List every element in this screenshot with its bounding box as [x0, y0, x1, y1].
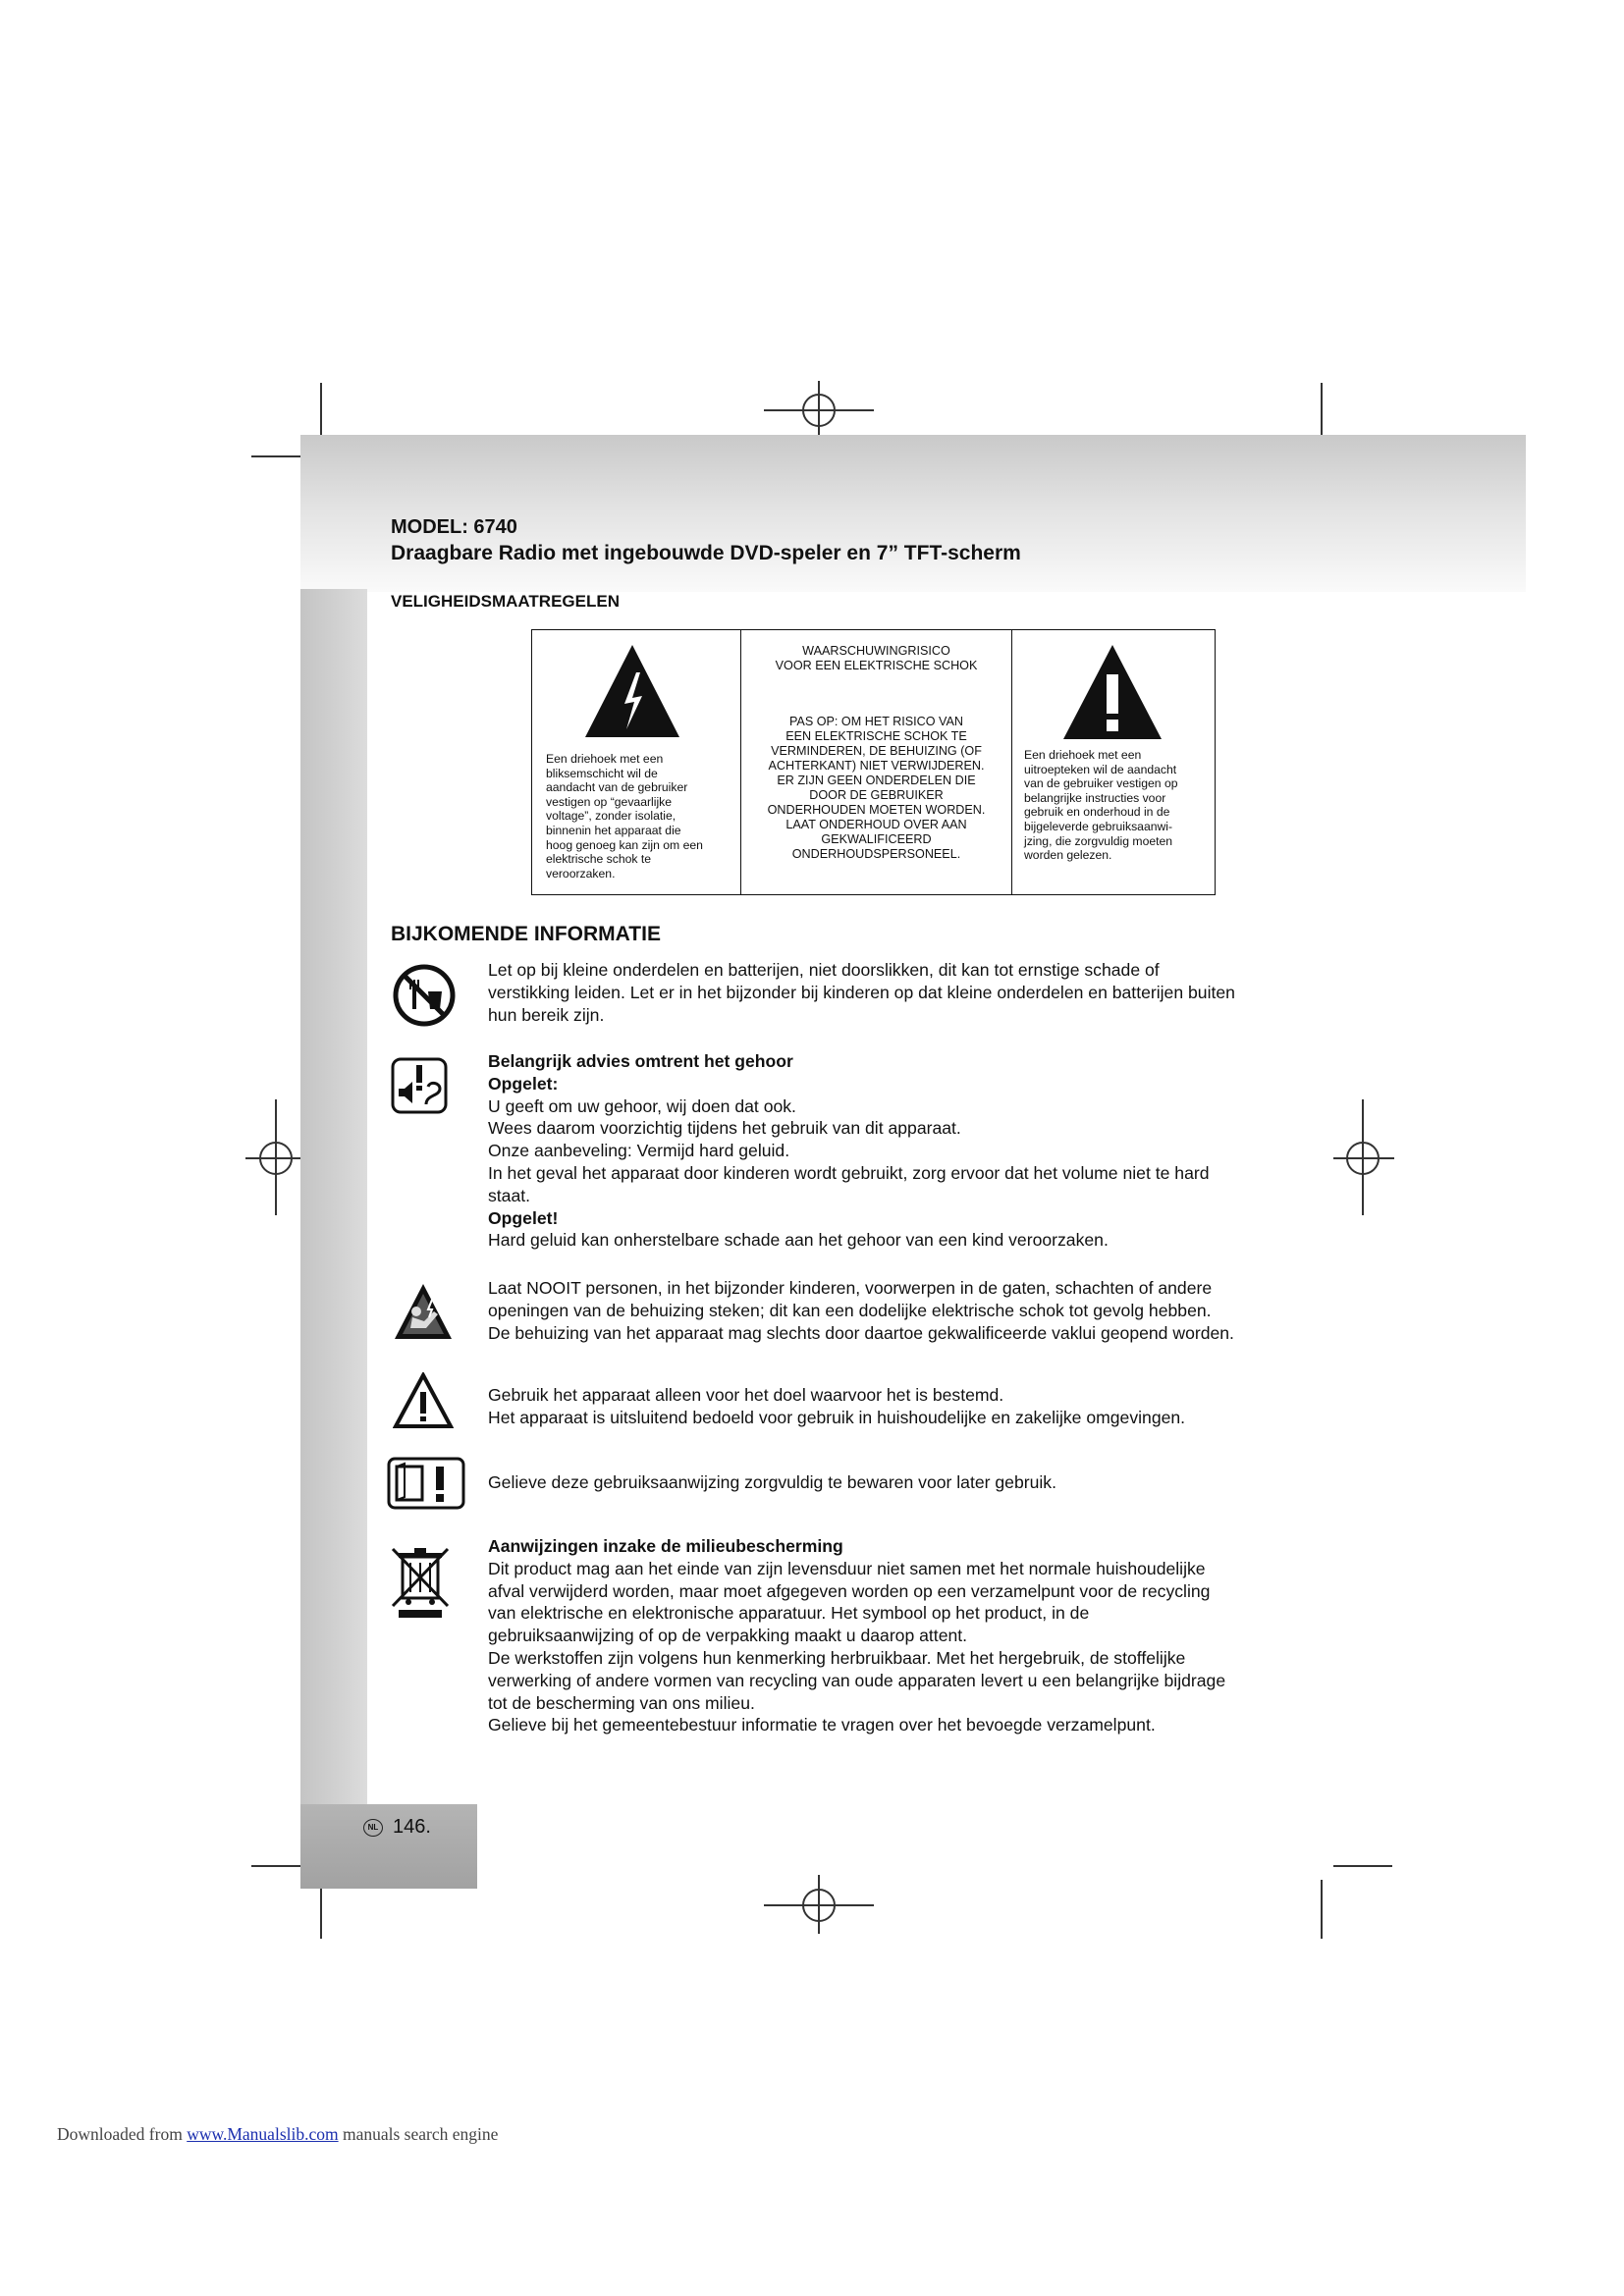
page-number: 146. — [393, 1816, 431, 1838]
safety-right-column — [1012, 630, 1214, 894]
page-number-box — [300, 1804, 477, 1889]
product-subtitle: Draagbare Radio met ingebouwde DVD-speler en 7” TFT-scherm — [391, 542, 1021, 564]
small-parts-text: Let op bij kleine onderdelen en batterijen, niet doorslikken, dit kan tot ernstige schade of verstikking leiden. Let er in het bijzonder bij kinderen op dat kleine onderdelen en batterijen buiten hun bereik zijn. — [488, 960, 1235, 1025]
environment-title: Aanwijzingen inzake de milieubescherming — [488, 1536, 843, 1556]
crop-mark — [251, 455, 306, 457]
hearing-caution-2: Opgelet! — [488, 1207, 559, 1228]
hearing-caution-1: Opgelet: — [488, 1073, 559, 1094]
footer-suffix: manuals search engine — [342, 2124, 499, 2144]
crop-mark — [320, 383, 322, 442]
registration-mark — [1362, 1099, 1364, 1215]
manualslib-link[interactable]: www.Manualslib.com — [187, 2124, 339, 2144]
no-eat-icon — [393, 964, 456, 1027]
model-title: MODEL: 6740 — [391, 516, 517, 538]
footer-prefix: Downloaded from — [57, 2124, 183, 2144]
registration-mark — [275, 1099, 277, 1215]
warning-triangle-icon — [393, 1372, 454, 1429]
usage-text: Gebruik het apparaat alleen voor het doel waarvoor het is bestemd. Het apparaat is uitsluitend bedoeld voor gebruik in huishoudelijke en zakelijke omgevingen. — [488, 1385, 1186, 1427]
download-footer — [57, 2124, 498, 2145]
exclamation-triangle-icon — [1061, 643, 1164, 741]
registration-mark — [1333, 1157, 1394, 1159]
shock-risk-body: PAS OP: OM HET RISICO VAN EEN ELEKTRISCHE SCHOK TE VERMINDEREN, DE BEHUIZING (OF ACHTERKANT) NIET VERWIJDEREN. ER ZIJN GEEN ONDERDELEN DIE DOOR DE GEBRUIKER ONDERHOUDEN MOETEN WORDEN. LAAT ONDERHOUD OVER AAN GEKWALIFICEERD ONDERHOUDSPERSONEEL. — [767, 715, 986, 861]
hearing-warning-icon — [391, 1057, 448, 1114]
lightning-description: Een driehoek met een bliksemschicht wil de aandacht van de gebruiker vestigen op “gevaarlijke voltage”, zonder isolatie, binnenin het apparaat die hoog genoeg kan zijn om een elektrische schok te veroorzaken. — [546, 752, 703, 881]
safety-warning-box — [531, 629, 1216, 895]
weee-bin-icon — [389, 1545, 452, 1620]
manual-text: Gelieve deze gebruiksaanwijzing zorgvuldig te bewaren voor later gebruik. — [488, 1472, 1056, 1492]
lightning-triangle-icon — [583, 643, 681, 739]
registration-mark — [818, 381, 820, 440]
additional-info-heading: BIJKOMENDE INFORMATIE — [391, 923, 661, 945]
hearing-title: Belangrijk advies omtrent het gehoor — [488, 1051, 793, 1071]
openings-text: Laat NOOIT personen, in het bijzonder kinderen, voorwerpen in de gaten, schachten of andere openingen van de behuizing steken; dit kan een dodelijke elektrische schok tot gevolg hebben. De behuizing van het apparaat mag slechts door daartoe gekwalificeerde vaklui geopend worden. — [488, 1278, 1234, 1343]
crop-mark — [1321, 383, 1323, 442]
crop-mark — [1321, 1880, 1323, 1939]
electric-shock-child-icon — [393, 1282, 454, 1341]
shock-risk-heading: WAARSCHUWINGRISICO VOOR EEN ELEKTRISCHE SCHOK — [775, 644, 978, 672]
manual-important-icon — [387, 1457, 465, 1510]
safety-left-column — [532, 630, 741, 894]
language-badge: NL — [363, 1819, 383, 1837]
hearing-text: Belangrijk advies omtrent het gehoor Opgelet: U geeft om uw gehoor, wij doen dat ook. Wees daarom voorzichtig tijdens het gebruik van dit apparaat. Onze aanbeveling: Vermijd hard geluid. In het geval het apparaat door kinderen wordt gebruikt, zorg ervoor dat het volume niet te hard staat. Opgelet! Hard geluid kan onherstelbare schade aan het gehoor van een kind veroorzaken. — [488, 1050, 1332, 1252]
side-band — [300, 589, 367, 1804]
safety-heading: VELIGHEIDSMAATREGELEN — [391, 592, 620, 611]
crop-mark — [251, 1865, 306, 1867]
exclamation-description: Een driehoek met een uitroepteken wil de aandacht van de gebruiker vestigen op belangrijke instructies voor gebruik en onderhoud in de bijgeleverde gebruiksaanwi- jzing, die zorgvuldig moeten worden gelezen. — [1024, 748, 1178, 863]
crop-mark — [320, 1880, 322, 1939]
environment-text: Aanwijzingen inzake de milieubescherming Dit product mag aan het einde van zijn levensduur niet samen met het normale huishoudelijke afval verwijderd worden, maar moet afgegeven worden op een verzamelpunt voor de recycling van elektrische en elektronische apparatuur. Het symbool op het product, in de gebruiksaanwijzing of op de verpakking maakt u daarop attent. De werkstoffen zijn volgens hun kenmerking herbruikbaar. Met het hergebruik, de stoffelijke verwerking of andere vormen van recycling van oude apparaten levert u een belangrijke bijdrage tot de bescherming van ons milieu. Gelieve bij het gemeentebestuur informatie te vragen over het bevoegde verzamelpunt. — [488, 1535, 1332, 1736]
header-band — [300, 435, 1526, 592]
registration-mark — [818, 1875, 820, 1934]
safety-center-column — [741, 630, 1012, 894]
crop-mark — [1333, 1865, 1392, 1867]
